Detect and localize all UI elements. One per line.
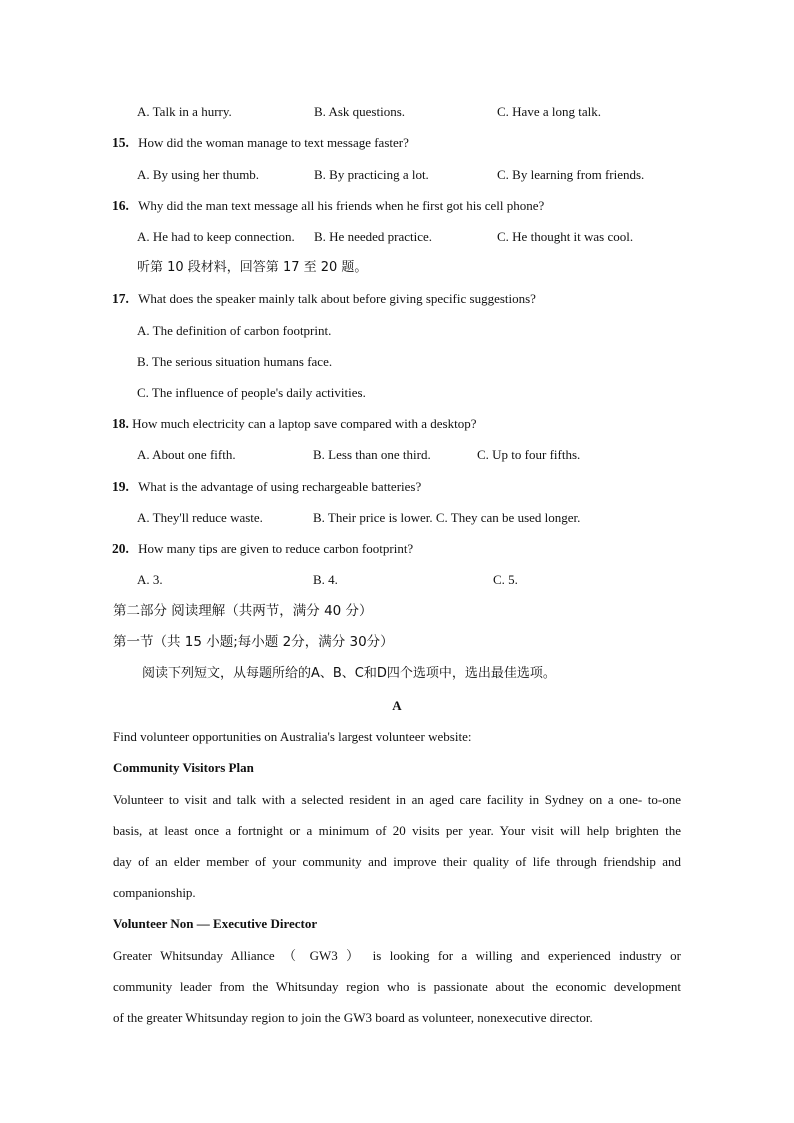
q18-option-c: C. Up to four fifths. [477, 447, 581, 462]
q19-option-b-c: B. Their price is lower. C. They can be used longer. [313, 510, 581, 525]
q16-option-b: B. He needed practice. [314, 229, 433, 244]
q17-option-a: A. The definition of carbon footprint. [137, 323, 332, 338]
question-number: 19. [112, 479, 129, 494]
paragraph-line: of the greater Whitsunday region to join the GW3 board as volunteer, nonexecutive director. [113, 1010, 593, 1025]
question-18 [112, 416, 477, 432]
part-title: 第二部分 阅读理解（共两节，满分 40 分） [113, 603, 373, 619]
q20-option-b: B. 4. [313, 572, 338, 587]
paragraph-line: community leader from the Whitsunday region who is passionate about the economic development [113, 979, 681, 994]
q18-option-b: B. Less than one third. [313, 447, 431, 462]
question-text: How many tips are given to reduce carbon footprint? [138, 541, 414, 556]
question-number: 18. [112, 416, 129, 431]
q14-option-b: B. Ask questions. [314, 104, 406, 119]
q14-option-a: A. Talk in a hurry. [137, 104, 232, 119]
passage-intro: Find volunteer opportunities on Australia's largest volunteer website: [113, 729, 472, 744]
section-heading: Community Visitors Plan [113, 760, 254, 775]
paragraph-community-visitors [113, 784, 681, 908]
paragraph-line: Volunteer to visit and talk with a selected resident in an aged care facility in Sydney on a one- to-one [113, 792, 681, 807]
section-heading: Volunteer Non — Executive Director [113, 916, 318, 931]
paragraph-line: basis, at least once a fortnight or a minimum of 20 visits per year. Your visit will help brighten the [113, 823, 681, 838]
q16-option-c: C. He thought it was cool. [497, 229, 634, 244]
reading-instruction: 阅读下列短文，从每题所给的A、B、C和D四个选项中，选出最佳选项。 [142, 666, 556, 681]
question-text: How did the woman manage to text message faster? [138, 135, 409, 150]
passage-label: A [392, 698, 402, 713]
question-number: 20. [112, 541, 129, 556]
question-17 [112, 291, 536, 307]
section-title: 第一节（共 15 小题;每小题 2分，满分 30分） [113, 634, 394, 650]
q15-option-b: B. By practicing a lot. [314, 167, 429, 182]
q20-option-c: C. 5. [493, 572, 518, 587]
q15-option-c: C. By learning from friends. [497, 167, 645, 182]
question-16 [112, 198, 544, 214]
question-number: 15. [112, 135, 129, 150]
question-number: 16. [112, 198, 129, 213]
question-19 [112, 479, 421, 495]
q19-option-a: A. They'll reduce waste. [137, 510, 263, 525]
paragraph-executive-director [113, 940, 681, 1033]
listening-instruction: 听第 10 段材料，回答第 17 至 20 题。 [137, 260, 368, 275]
question-text: What is the advantage of using rechargeable batteries? [138, 479, 422, 494]
question-20 [112, 541, 413, 557]
paragraph-line: companionship. [113, 885, 196, 900]
paragraph-line: Greater Whitsunday Alliance （ GW3 ） is looking for a willing and experienced industry or [113, 948, 681, 963]
q14-option-c: C. Have a long talk. [497, 104, 601, 119]
q15-option-a: A. By using her thumb. [137, 167, 260, 182]
q17-option-b: B. The serious situation humans face. [137, 354, 333, 369]
question-text: What does the speaker mainly talk about before giving specific suggestions? [138, 291, 536, 306]
q17-option-c: C. The influence of people's daily activities. [137, 385, 366, 400]
question-number: 17. [112, 291, 129, 306]
paragraph-line: day of an elder member of your community and improve their quality of life through friendship and [113, 854, 681, 869]
question-text: Why did the man text message all his friends when he first got his cell phone? [138, 198, 545, 213]
question-15 [112, 135, 409, 151]
q16-option-a: A. He had to keep connection. [137, 229, 295, 244]
question-text: How much electricity can a laptop save compared with a desktop? [132, 416, 477, 431]
q18-option-a: A. About one fifth. [137, 447, 236, 462]
q20-option-a: A. 3. [137, 572, 163, 587]
